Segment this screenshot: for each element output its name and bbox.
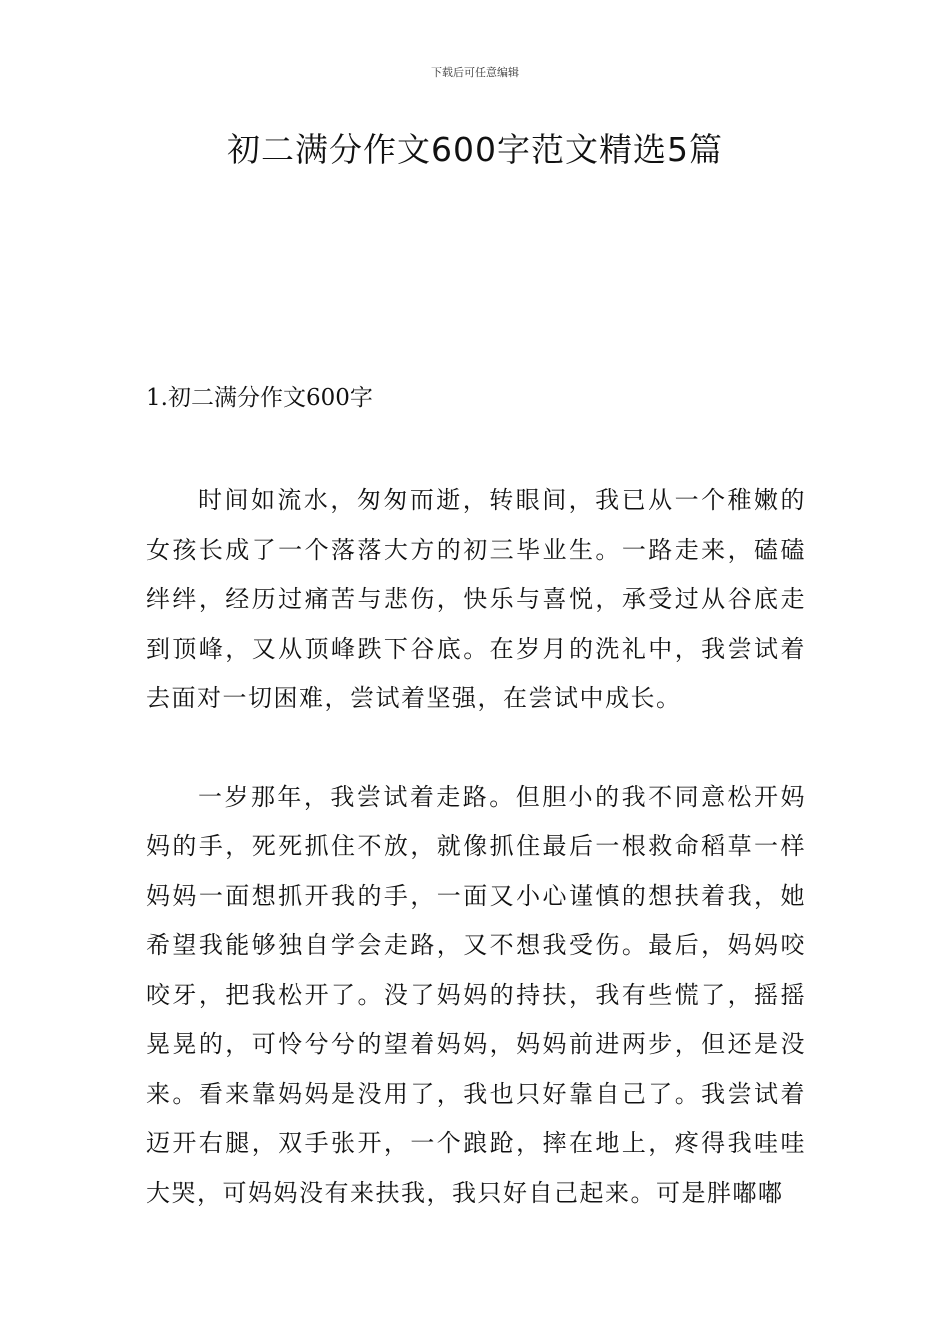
paragraph-2: 一岁那年，我尝试着走路。但胆小的我不同意松开妈妈的手，死死抓住不放，就像抓住最后一根救命稻草一样妈妈一面想抓开我的手，一面又小心谨慎的想扶着我，她希望我能够独自学会走路，又不想我受伤。最后，妈妈咬咬牙，把我松开了。没了妈妈的持扶，我有些慌了，摇摇晃晃的，可怜兮兮的望着妈妈，妈妈前进两步，但还是没来。看来靠妈妈是没用了，我也只好靠自己了。我尝试着迈开右腿，双手张开，一个踉跄，摔在地上，疼得我哇哇大哭，可妈妈没有来扶我，我只好自己起来。可是胖嘟嘟 [146,782,806,1207]
section-heading: 1.初二满分作文600字 [146,385,373,411]
page-header-note: 下载后可任意编辑 [431,66,519,79]
paragraph-1: 时间如流水，匆匆而逝，转眼间，我已从一个稚嫩的女孩长成了一个落落大方的初三毕业生。一路走来，磕磕绊绊，经历过痛苦与悲伤，快乐与喜悦，承受过从谷底走到顶峰，又从顶峰跌下谷底。在岁月的洗礼中，我尝试着去面对一切困难，尝试着坚强，在尝试中成长。 [146,486,806,712]
essay-body [146,476,806,1267]
document-title: 初二满分作文600字范文精选5篇 [227,130,723,169]
